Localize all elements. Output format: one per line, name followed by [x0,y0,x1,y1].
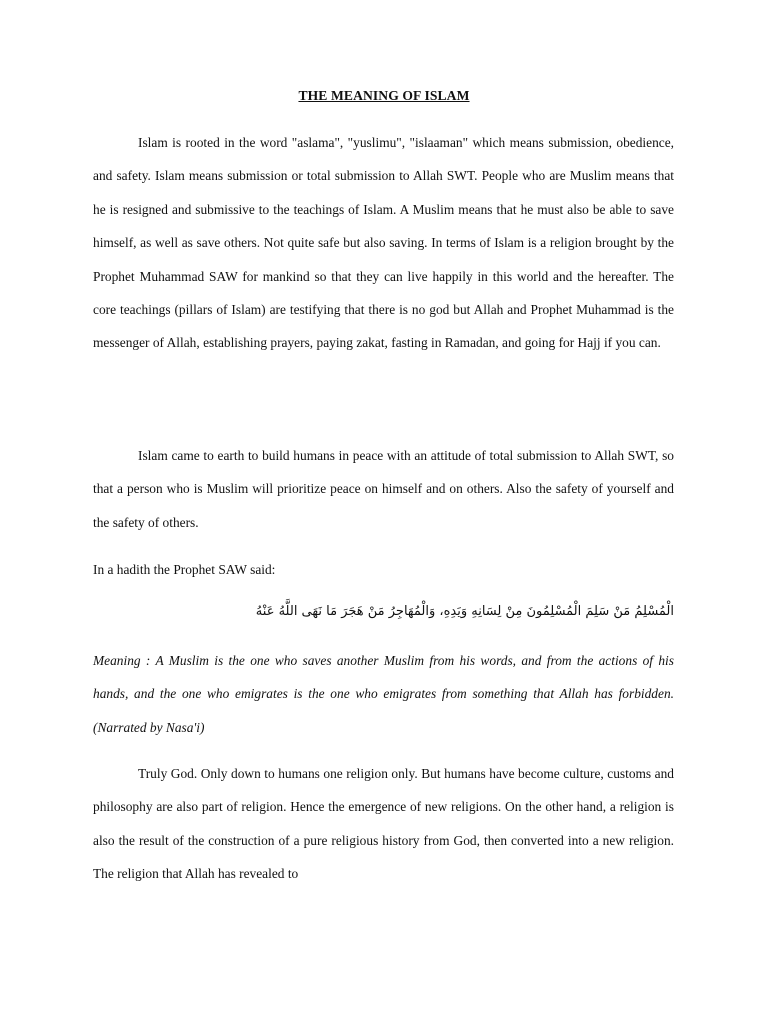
paragraph-islam-peace: Islam came to earth to build humans in peace with an attitude of total submission to Allah SWT, so that a person who is Muslim will prioritize peace on himself and on others. Also the safety of yourself and the safety of others. [93,448,674,530]
hadith-meaning: Meaning : A Muslim is the one who saves another Muslim from his words, and from the actions of his hands, and the one who emigrates is the one who emigrates from something that Allah has forbidden. (Narrated by Nasa'i) [93,653,674,735]
paragraph-religion-origin: Truly God. Only down to humans one religion only. But humans have become culture, customs and philosophy are also part of religion. Hence the emergence of new religions. On the other hand, a religion is also the result of the construction of a pure religious history from God, then converted into a new religion. The religion that Allah has revealed to [93,766,674,882]
paragraph-hadith-intro: In a hadith the Prophet SAW said: [93,562,276,577]
document-title: THE MEANING OF ISLAM [298,88,470,103]
arabic-hadith-text: الْمُسْلِمُ مَنْ سَلِمَ الْمُسْلِمُونَ مِنْ لِسَانِهِ وَيَدِهِ، وَالْمُهَاجِرُ مَنْ هَجَرَ مَا نَهَى اللَّهُ عَنْهُ [255,604,674,619]
paragraph-islam-roots: Islam is rooted in the word "aslama", "yuslimu", "islaaman" which means submission, obedience, and safety. Islam means submission or total submission to Allah SWT. People who are Muslim means that he is resigned and submissive to the teachings of Islam. A Muslim means that he must also be able to save himself, as well as save others. Not quite safe but also saving. In terms of Islam is a religion brought by the Prophet Muhammad SAW for mankind so that they can live happily in this world and the hereafter. The core teachings (pillars of Islam) are testifying that there is no god but Allah and Prophet Muhammad is the messenger of Allah, establishing prayers, paying zakat, fasting in Ramadan, and going for Hajj if you can. [93,135,674,351]
